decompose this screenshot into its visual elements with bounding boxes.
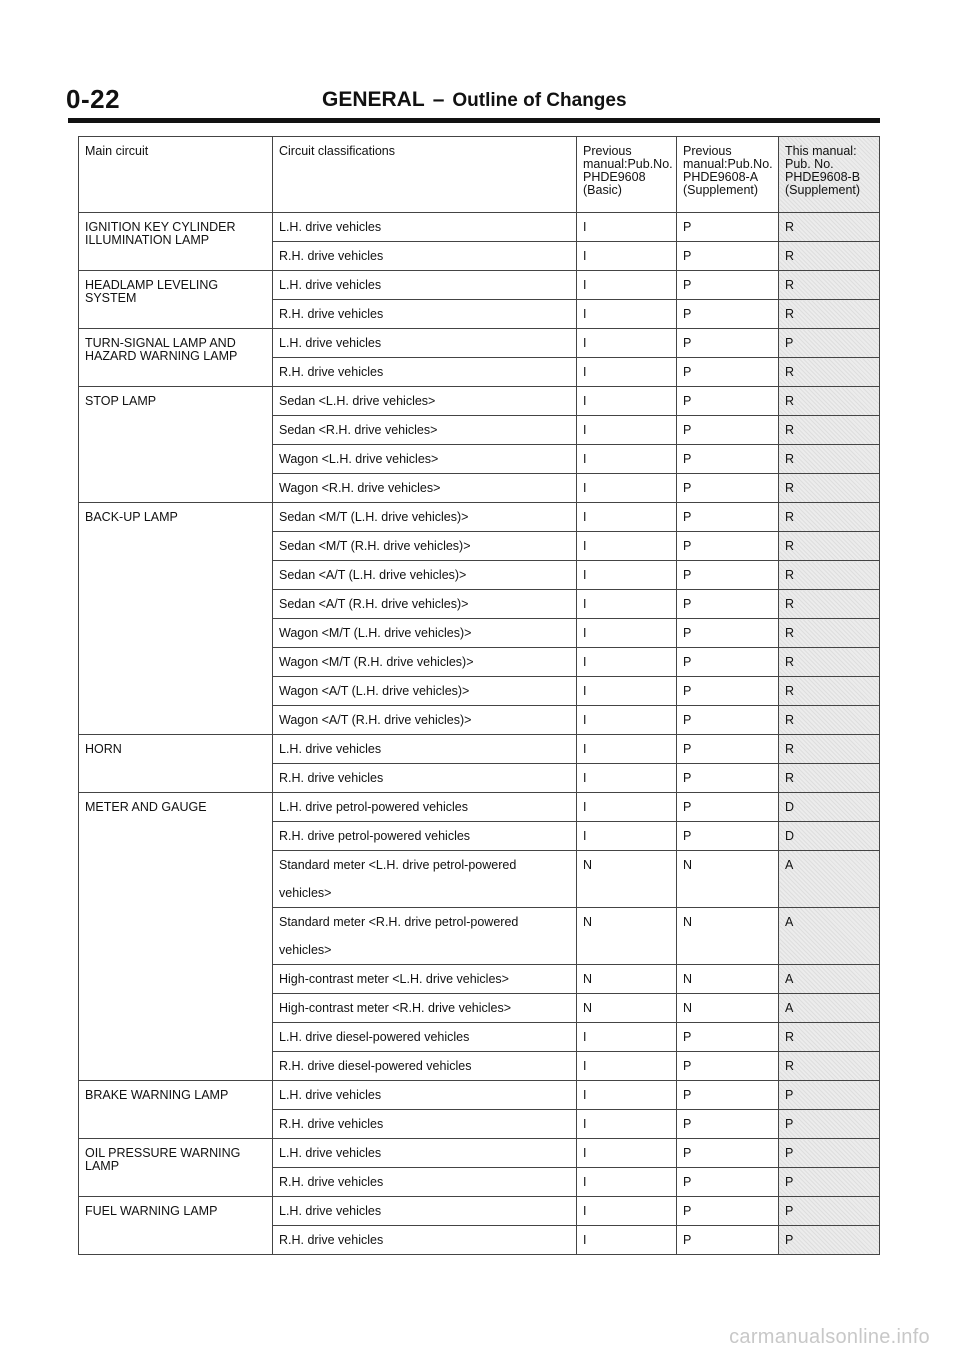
- this-manual-code-cell: R: [779, 503, 880, 532]
- main-circuit-line: STOP LAMP: [85, 394, 157, 408]
- basic-code-cell: I: [577, 213, 677, 242]
- main-circuit-cell: [79, 213, 273, 271]
- supplement-code-cell: P: [677, 677, 779, 706]
- this-manual-code-cell: R: [779, 619, 880, 648]
- circuit-classification-cell: Wagon <A/T (R.H. drive vehicles)>: [273, 706, 577, 735]
- basic-code-cell: I: [577, 1110, 677, 1139]
- circuit-classification-cell: High-contrast meter <L.H. drive vehicles>: [273, 965, 577, 994]
- circuit-classification-cell: R.H. drive vehicles: [273, 300, 577, 329]
- circuit-classification-cell: L.H. drive petrol-powered vehicles: [273, 793, 577, 822]
- supplement-code-cell: P: [677, 822, 779, 851]
- this-manual-code-cell: R: [779, 648, 880, 677]
- header-line: manual:Pub.No.: [683, 157, 773, 171]
- basic-code-cell: I: [577, 764, 677, 793]
- page-number: 0-22: [66, 84, 121, 114]
- this-manual-code-cell: R: [779, 532, 880, 561]
- main-circuit-line: IGNITION KEY CYLINDER: [85, 220, 236, 234]
- table-row: [79, 1081, 880, 1110]
- this-manual-code-cell: P: [779, 1139, 880, 1168]
- table-row: [79, 213, 880, 242]
- main-circuit-cell: [79, 387, 273, 503]
- basic-code-cell: I: [577, 445, 677, 474]
- this-manual-code-cell: P: [779, 1197, 880, 1226]
- circuit-classification-cell: R.H. drive diesel-powered vehicles: [273, 1052, 577, 1081]
- supplement-code-cell: P: [677, 242, 779, 271]
- header-previous-basic: [577, 137, 677, 213]
- title-dash: –: [432, 88, 445, 111]
- supplement-code-cell: P: [677, 503, 779, 532]
- supplement-code-cell: P: [677, 1226, 779, 1255]
- supplement-code-cell: P: [677, 1168, 779, 1197]
- header-rule: [68, 118, 880, 123]
- header-line: Previous: [683, 144, 732, 158]
- main-circuit-line: ILLUMINATION LAMP: [85, 233, 210, 247]
- header-line: PHDE9608: [583, 170, 646, 184]
- header-line: Previous: [583, 144, 632, 158]
- basic-code-cell: I: [577, 1226, 677, 1255]
- this-manual-code-cell: A: [779, 965, 880, 994]
- this-manual-code-cell: R: [779, 1052, 880, 1081]
- main-circuit-cell: [79, 1139, 273, 1197]
- supplement-code-cell: N: [677, 851, 779, 908]
- basic-code-cell: N: [577, 851, 677, 908]
- basic-code-cell: I: [577, 474, 677, 503]
- table-header-row: [79, 137, 880, 213]
- this-manual-code-cell: R: [779, 387, 880, 416]
- main-circuit-line: METER AND GAUGE: [85, 800, 207, 814]
- supplement-code-cell: P: [677, 358, 779, 387]
- this-manual-code-cell: A: [779, 994, 880, 1023]
- this-manual-code-cell: R: [779, 416, 880, 445]
- circuit-classification-cell: Standard meter <L.H. drive petrol-powered vehicles>: [273, 851, 577, 908]
- main-circuit-cell: [79, 271, 273, 329]
- basic-code-cell: I: [577, 358, 677, 387]
- table-row: [79, 271, 880, 300]
- table-row: [79, 735, 880, 764]
- circuit-classification-cell: R.H. drive vehicles: [273, 1226, 577, 1255]
- table-row: [79, 503, 880, 532]
- header-main-circuit: [79, 137, 273, 213]
- circuit-classification-cell: R.H. drive vehicles: [273, 358, 577, 387]
- supplement-code-cell: P: [677, 1110, 779, 1139]
- this-manual-code-cell: D: [779, 793, 880, 822]
- this-manual-code-cell: R: [779, 213, 880, 242]
- this-manual-code-cell: P: [779, 1081, 880, 1110]
- circuit-classification-cell: Wagon <M/T (R.H. drive vehicles)>: [273, 648, 577, 677]
- basic-code-cell: I: [577, 271, 677, 300]
- circuit-classification-cell: R.H. drive vehicles: [273, 1110, 577, 1139]
- circuit-classification-cell: R.H. drive vehicles: [273, 1168, 577, 1197]
- supplement-code-cell: P: [677, 474, 779, 503]
- section-subtitle: Outline of Changes: [452, 90, 627, 111]
- header-line: Main circuit: [85, 144, 149, 158]
- this-manual-code-cell: R: [779, 561, 880, 590]
- supplement-code-cell: P: [677, 1197, 779, 1226]
- supplement-code-cell: P: [677, 590, 779, 619]
- this-manual-code-cell: R: [779, 706, 880, 735]
- table-row: [79, 329, 880, 358]
- main-circuit-line: HORN: [85, 742, 122, 756]
- page-title: [322, 88, 627, 112]
- basic-code-cell: I: [577, 1139, 677, 1168]
- supplement-code-cell: P: [677, 619, 779, 648]
- circuit-classification-cell: R.H. drive vehicles: [273, 764, 577, 793]
- header-line: PHDE9608-A: [683, 170, 759, 184]
- header-line: (Basic): [583, 183, 622, 197]
- main-circuit-line: HAZARD WARNING LAMP: [85, 349, 238, 363]
- header-previous-supplement: [677, 137, 779, 213]
- main-circuit-line: FUEL WARNING LAMP: [85, 1204, 218, 1218]
- basic-code-cell: I: [577, 329, 677, 358]
- table-row: [79, 387, 880, 416]
- this-manual-code-cell: R: [779, 358, 880, 387]
- this-manual-code-cell: P: [779, 1226, 880, 1255]
- basic-code-cell: I: [577, 300, 677, 329]
- supplement-code-cell: P: [677, 764, 779, 793]
- main-circuit-line: LAMP: [85, 1159, 120, 1173]
- main-circuit-cell: [79, 329, 273, 387]
- basic-code-cell: N: [577, 965, 677, 994]
- basic-code-cell: I: [577, 590, 677, 619]
- this-manual-code-cell: A: [779, 851, 880, 908]
- table-row: [79, 793, 880, 822]
- header-line: PHDE9608-B: [785, 170, 861, 184]
- basic-code-cell: I: [577, 1023, 677, 1052]
- circuit-classification-cell: Wagon <M/T (L.H. drive vehicles)>: [273, 619, 577, 648]
- header-line: (Supplement): [785, 183, 861, 197]
- basic-code-cell: I: [577, 532, 677, 561]
- circuit-classification-cell: Wagon <L.H. drive vehicles>: [273, 445, 577, 474]
- basic-code-cell: I: [577, 561, 677, 590]
- this-manual-code-cell: R: [779, 590, 880, 619]
- main-circuit-line: OIL PRESSURE WARNING: [85, 1146, 241, 1160]
- basic-code-cell: I: [577, 387, 677, 416]
- this-manual-code-cell: A: [779, 908, 880, 965]
- circuit-classification-cell: Sedan <L.H. drive vehicles>: [273, 387, 577, 416]
- supplement-code-cell: P: [677, 1023, 779, 1052]
- basic-code-cell: I: [577, 706, 677, 735]
- basic-code-cell: N: [577, 908, 677, 965]
- this-manual-code-cell: R: [779, 677, 880, 706]
- main-circuit-line: HEADLAMP LEVELING SYSTEM: [85, 278, 219, 305]
- supplement-code-cell: N: [677, 908, 779, 965]
- circuit-classification-cell: Standard meter <R.H. drive petrol-powered vehicles>: [273, 908, 577, 965]
- basic-code-cell: I: [577, 1197, 677, 1226]
- basic-code-cell: I: [577, 735, 677, 764]
- header-line: Pub. No.: [785, 157, 834, 171]
- circuit-classification-cell: Sedan <M/T (L.H. drive vehicles)>: [273, 503, 577, 532]
- supplement-code-cell: P: [677, 445, 779, 474]
- supplement-code-cell: P: [677, 387, 779, 416]
- watermark-text: carmanualsonline.info: [729, 1326, 930, 1348]
- basic-code-cell: I: [577, 648, 677, 677]
- this-manual-code-cell: R: [779, 445, 880, 474]
- circuit-classification-cell: Sedan <A/T (L.H. drive vehicles)>: [273, 561, 577, 590]
- supplement-code-cell: N: [677, 994, 779, 1023]
- circuit-classification-cell: L.H. drive diesel-powered vehicles: [273, 1023, 577, 1052]
- circuit-classification-cell: L.H. drive vehicles: [273, 735, 577, 764]
- section-title: GENERAL: [322, 88, 425, 111]
- this-manual-code-cell: D: [779, 822, 880, 851]
- basic-code-cell: I: [577, 242, 677, 271]
- circuit-classification-cell: High-contrast meter <R.H. drive vehicles>: [273, 994, 577, 1023]
- supplement-code-cell: P: [677, 1081, 779, 1110]
- table-body: [79, 213, 880, 1255]
- supplement-code-cell: P: [677, 532, 779, 561]
- this-manual-code-cell: P: [779, 1110, 880, 1139]
- this-manual-code-cell: R: [779, 300, 880, 329]
- circuit-classification-cell: R.H. drive vehicles: [273, 242, 577, 271]
- main-circuit-line: BACK-UP LAMP: [85, 510, 178, 524]
- header-line: Circuit classifications: [279, 144, 396, 158]
- circuit-classification-cell: L.H. drive vehicles: [273, 1081, 577, 1110]
- this-manual-code-cell: P: [779, 1168, 880, 1197]
- basic-code-cell: I: [577, 619, 677, 648]
- this-manual-code-cell: R: [779, 242, 880, 271]
- this-manual-code-cell: R: [779, 474, 880, 503]
- supplement-code-cell: P: [677, 271, 779, 300]
- header-this-manual: [779, 137, 880, 213]
- basic-code-cell: N: [577, 994, 677, 1023]
- supplement-code-cell: P: [677, 648, 779, 677]
- circuit-classification-cell: L.H. drive vehicles: [273, 1197, 577, 1226]
- this-manual-code-cell: P: [779, 329, 880, 358]
- circuit-classification-cell: Sedan <M/T (R.H. drive vehicles)>: [273, 532, 577, 561]
- supplement-code-cell: P: [677, 213, 779, 242]
- circuit-classification-cell: R.H. drive petrol-powered vehicles: [273, 822, 577, 851]
- basic-code-cell: I: [577, 1081, 677, 1110]
- outline-of-changes-table: [78, 136, 880, 1255]
- main-circuit-cell: [79, 1081, 273, 1139]
- this-manual-code-cell: R: [779, 764, 880, 793]
- main-circuit-cell: [79, 793, 273, 1081]
- main-circuit-cell: [79, 735, 273, 793]
- circuit-classification-cell: L.H. drive vehicles: [273, 1139, 577, 1168]
- main-circuit-line: TURN-SIGNAL LAMP AND: [85, 336, 236, 350]
- circuit-classification-cell: Sedan <R.H. drive vehicles>: [273, 416, 577, 445]
- basic-code-cell: I: [577, 416, 677, 445]
- this-manual-code-cell: R: [779, 735, 880, 764]
- circuit-classification-cell: Wagon <A/T (L.H. drive vehicles)>: [273, 677, 577, 706]
- supplement-code-cell: P: [677, 1139, 779, 1168]
- supplement-code-cell: P: [677, 706, 779, 735]
- basic-code-cell: I: [577, 1052, 677, 1081]
- header-line: manual:Pub.No.: [583, 157, 673, 171]
- supplement-code-cell: P: [677, 793, 779, 822]
- supplement-code-cell: N: [677, 965, 779, 994]
- basic-code-cell: I: [577, 1168, 677, 1197]
- this-manual-code-cell: R: [779, 271, 880, 300]
- basic-code-cell: I: [577, 793, 677, 822]
- basic-code-cell: I: [577, 822, 677, 851]
- supplement-code-cell: P: [677, 561, 779, 590]
- circuit-classification-cell: L.H. drive vehicles: [273, 213, 577, 242]
- circuit-classification-cell: L.H. drive vehicles: [273, 271, 577, 300]
- main-circuit-cell: [79, 503, 273, 735]
- main-circuit-cell: [79, 1197, 273, 1255]
- circuit-classification-cell: Sedan <A/T (R.H. drive vehicles)>: [273, 590, 577, 619]
- main-circuit-line: BRAKE WARNING LAMP: [85, 1088, 229, 1102]
- header-line: This manual:: [785, 144, 857, 158]
- supplement-code-cell: P: [677, 1052, 779, 1081]
- basic-code-cell: I: [577, 677, 677, 706]
- header-line: (Supplement): [683, 183, 759, 197]
- supplement-code-cell: P: [677, 329, 779, 358]
- header-circuit-classifications: [273, 137, 577, 213]
- supplement-code-cell: P: [677, 735, 779, 764]
- table-row: [79, 1139, 880, 1168]
- this-manual-code-cell: R: [779, 1023, 880, 1052]
- supplement-code-cell: P: [677, 300, 779, 329]
- basic-code-cell: I: [577, 503, 677, 532]
- supplement-code-cell: P: [677, 416, 779, 445]
- circuit-classification-cell: L.H. drive vehicles: [273, 329, 577, 358]
- table-row: [79, 1197, 880, 1226]
- circuit-classification-cell: Wagon <R.H. drive vehicles>: [273, 474, 577, 503]
